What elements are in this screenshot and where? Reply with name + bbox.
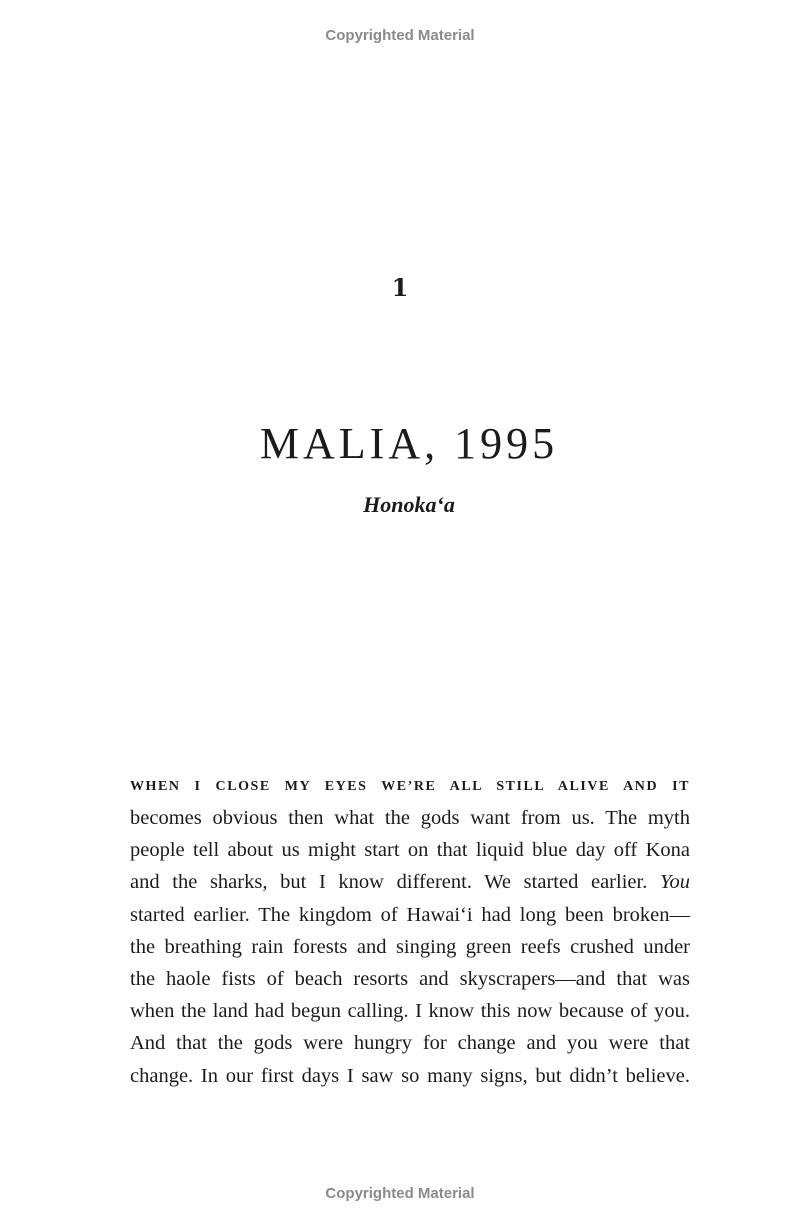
body-line: the haole fists of beach resorts and skyscrapers—and that was (130, 968, 690, 991)
body-line: And that the gods were hungry for change and you were that (130, 1032, 690, 1055)
body-line: the breathing rain forests and singing green reefs crushed under (130, 935, 690, 958)
chapter-place-subtitle: Honoka‘a (363, 492, 455, 517)
body-line: becomes obvious then what the gods want from us. The myth (130, 807, 690, 829)
body-line: people tell about us might start on that liquid blue day off Kona (130, 839, 690, 862)
chapter-number: 1 (391, 273, 409, 302)
chapter-body-text (130, 774, 690, 1092)
body-line: change. In our first days I saw so many signs, but didn’t believe. (130, 1064, 690, 1087)
body-line (130, 866, 690, 898)
body-line-segment: and the sharks, but I know different. We started earlier. (130, 871, 648, 894)
copyright-watermark-top: Copyrighted Material (325, 27, 475, 44)
copyright-watermark-bottom: Copyrighted Material (325, 1185, 475, 1202)
body-line-smallcaps-opening: WHEN I CLOSE MY EYES WE’RE ALL STILL ALIVE AND IT (130, 779, 690, 794)
body-line-italic-word: You (659, 871, 691, 894)
body-line: when the land had begun calling. I know this now because of you. (130, 1000, 690, 1023)
chapter-title: MALIA, 1995 (259, 419, 559, 468)
body-line: started earlier. The kingdom of Hawai‘i had long been broken— (130, 903, 690, 926)
